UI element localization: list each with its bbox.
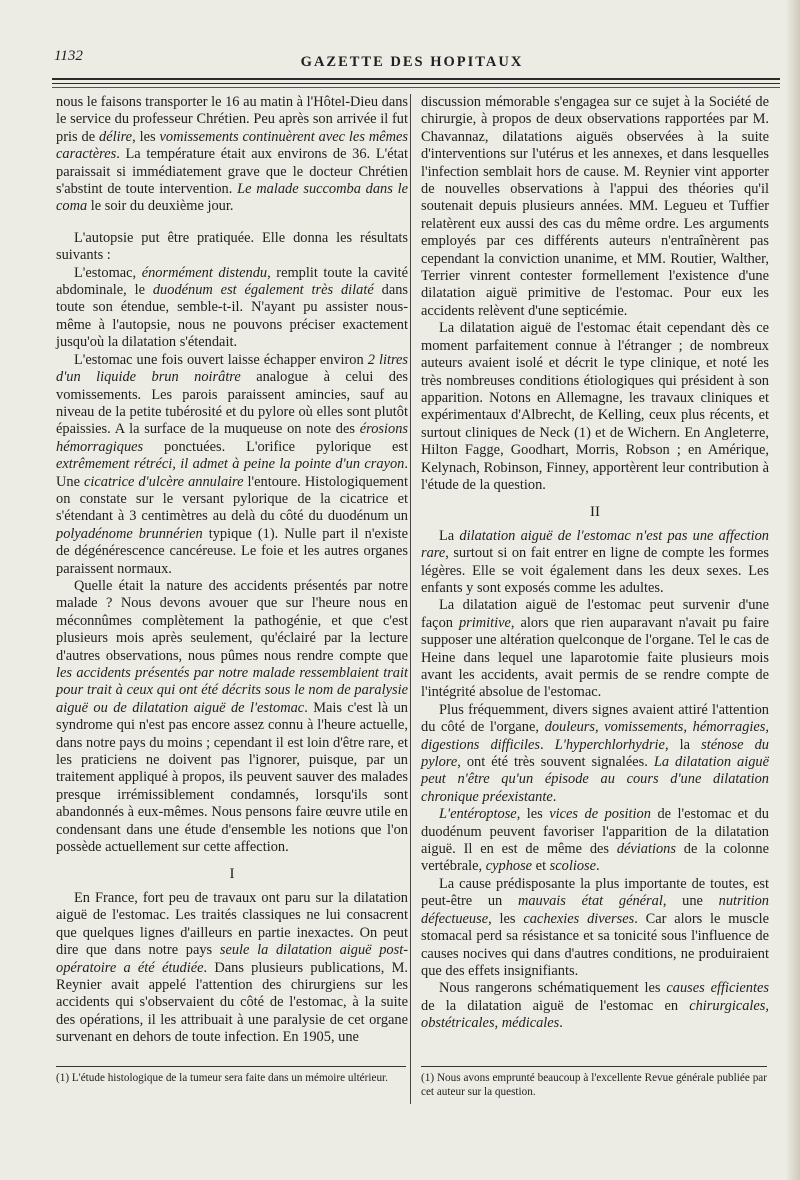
page-header <box>52 46 772 76</box>
header-rule-thin-second <box>52 87 780 88</box>
paragraph: L'entéroptose, les vices de position de l'estomac et du duodénum peuvent favoriser l'apparition de la dilatation aiguë. Il en est de même des déviations de la colonne vertébrale, cyphose et scoliose. <box>421 806 769 875</box>
right-column <box>421 94 769 1033</box>
paragraph: L'estomac une fois ouvert laisse échapper environ 2 litres d'un liquide brun noirâtre analogue à celui des vomissements. Les parois paraissent amincies, sauf au niveau de la petite tubérosité et du pylore où elles sont plutôt épaissies. A la surface de la muqueuse on note des érosions hémorragiques ponctuées. L'orifice pylorique est extrêmement rétréci, il admet à peine la pointe d'un crayon. Une cicatrice d'ulcère annulaire l'entoure. Histologiquement on constate sur le versant pylorique de la cicatrice et s'étendant à 3 centimètres au delà du côté du duodénum un polyadénome brunnérien typique (1). Nulle part il n'existe de dégénérescence cancéreuse. Le foie et les autres organes paraissent normaux. <box>56 351 409 577</box>
footnote-rule <box>56 1066 406 1067</box>
header-rule <box>52 78 780 80</box>
paragraph: La dilatation aiguë de l'estomac n'est pas une affection rare, surtout si on fait entrer en ligne de compte les formes légères. Elle se voit également dans les deux sexes. Les enfants y sont exposés comme les adultes. <box>421 527 769 596</box>
header-rule-thin <box>52 83 780 84</box>
journal-title: GAZETTE DES HOPITAUX <box>300 54 524 70</box>
paragraph: discussion mémorable s'engagea sur ce sujet à la Société de chirurgie, à propos de deux observations rapportées par M. Chavannaz, dilatations aiguës observées à la suite d'interventions sur l'utérus et les annexes, et dans lesquelles l'infection semblait hors de cause. M. Reynier vint apporter de nouvelles observations à l'appui des théories qu'il soutenait depuis plusieurs années. MM. Legueu et Tuffier relatèrent eux aussi des cas du même ordre. Les arguments employés par ces différents auteurs n'entraînèrent pas cependant la conviction unanime, et MM. Routier, Walther, Terrier vinrent contester formellement l'existence d'une dilatation aiguë primitive de l'estomac. Pour eux les accidents relèvent d'une septicémie. <box>421 94 769 319</box>
left-column <box>56 94 408 1047</box>
column-divider <box>410 94 411 1104</box>
paragraph: La dilatation aiguë de l'estomac peut survenir d'une façon primitive, alors que rien auparavant n'avait pu faire supposer une altération quelconque de l'organe. Tel le cas de Heine dans lequel une laparotomie faite plusieurs mois avant les accidents, avait permis de se rendre compte de l'intégrité absolue de l'estomac. <box>421 597 770 701</box>
paragraph: L'estomac, énormément distendu, remplit toute la cavité abdominale, le duodénum est également très dilaté dans toute son étendue, semble-t-il. N'ayant pu assister nous-même à l'autopsie, nous ne pouvons préciser exactement jusqu'où la dilatation s'étendait. <box>56 264 409 351</box>
paragraph: La cause prédisposante la plus importante de toutes, est peut-être un mauvais état général, une nutrition défectueuse, les cachexies diverses. Car alors le muscle stomacal perd sa résistance et sa tonicité sous l'influence de causes nocives qui dans d'autres conditions, ne produiraient que des effets insignifiants. <box>421 875 770 979</box>
footnote-left: (1) L'étude histologique de la tumeur sera faite dans un mémoire ultérieur. <box>56 1072 388 1084</box>
paragraph: Quelle était la nature des accidents présentés par notre malade ? Nous devons avouer que sur l'heure nous en méconnûmes complètement la pathogénie, et que c'est plusieurs mois après seulement, qu'éclairé par la lecture d'autres observations, nous pûmes nous rendre compte que les accidents présentés par notre malade ressemblaient trait pour trait à ceux qui ont été décrits sous le nom de paralysie aiguë ou de dilatation aiguë de l'estomac. Mais c'est là un syndrome qui n'est pas encore assez connu à l'heure actuelle, dans notre pays du moins ; cependant il est loin d'être rare, et les praticiens ne doivent pas l'ignorer, puisque, par un traitement appliqué à propos, ils peuvent sauver des malades presque irrémissiblement condamnés, lorsqu'ils sont abandonnés à eux-mêmes. Nous pensons faire œuvre utile en condensant dans une étude d'ensemble les notions que l'on possède actuellement sur cette affection. <box>56 577 408 856</box>
paragraph: La dilatation aiguë de l'estomac était cependant dès ce moment parfaitement connue à l'étranger ; de nombreux auteurs avaient isolé et décrit le type clinique, et noté les très nombreuses conditions étiologiques qui président à son apparition. Notons en Allemagne, les travaux cliniques et expérimentaux d'Albrecht, de Kelling, ceux plus récents, et surtout cliniques de Neck (1) et de Wichern. En Angleterre, Hilton Fagge, Goodhart, Morris, Robson ; en Amérique, Kelynach, Robinson, Finney, apportèrent leur contribution à l'étude de la question. <box>421 320 769 493</box>
paragraph: Plus fréquemment, divers signes avaient attiré l'attention du côté de l'organe, douleurs, vomissements, hémorragies, digestions difficiles. L'hyperchlorhydrie, la sténose du pylore, ont été très souvent signalées. La dilatation aiguë peut n'être qu'un épisode au cours d'une dilatation chronique préexistante. <box>421 701 769 805</box>
paragraph: En France, fort peu de travaux ont paru sur la dilatation aiguë de l'estomac. Les traités classiques ne lui consacrent que quelques lignes d'ailleurs en partie inexactes. On peut dire que dans notre pays seule la dilatation aiguë post-opératoire a été étudiée. Dans plusieurs publications, M. Reynier avait appelé l'attention des chirurgiens sur les accidents qui s'observaient du côté de l'estomac, à la suite des opérations, il les attribuait à une paralysie de cet organe survenant en dehors de toute infection. En 1905, une <box>56 889 409 1046</box>
paragraph: Nous rangerons schématiquement les causes efficientes de la dilatation aiguë de l'estomac en chirurgicales, obstétricales, médicales. <box>421 980 769 1032</box>
paragraph: nous le faisons transporter le 16 au matin à l'Hôtel-Dieu dans le service du professeur Chrétien. Peu après son arrivée il fut pris de délire, les vomissements continuèrent avec les mêmes caractères. La température était aux environs de 36. L'état paraissait si immédiatement grave que le docteur Chrétien s'abstint de toute intervention. Le malade succomba dans le coma le soir du deuxième jour. <box>56 94 408 215</box>
footnote-rule <box>421 1066 767 1067</box>
footnote-right: (1) Nous avons emprunté beaucoup à l'excellente Revue générale publiée par cet auteur sur la question. <box>421 1072 767 1098</box>
page-number: 1132 <box>54 48 83 64</box>
section-heading: I <box>229 866 235 883</box>
section-heading: II <box>590 504 600 521</box>
page-edge-shadow <box>786 0 800 1180</box>
paragraph: L'autopsie put être pratiquée. Elle donna les résultats suivants : <box>56 229 408 264</box>
